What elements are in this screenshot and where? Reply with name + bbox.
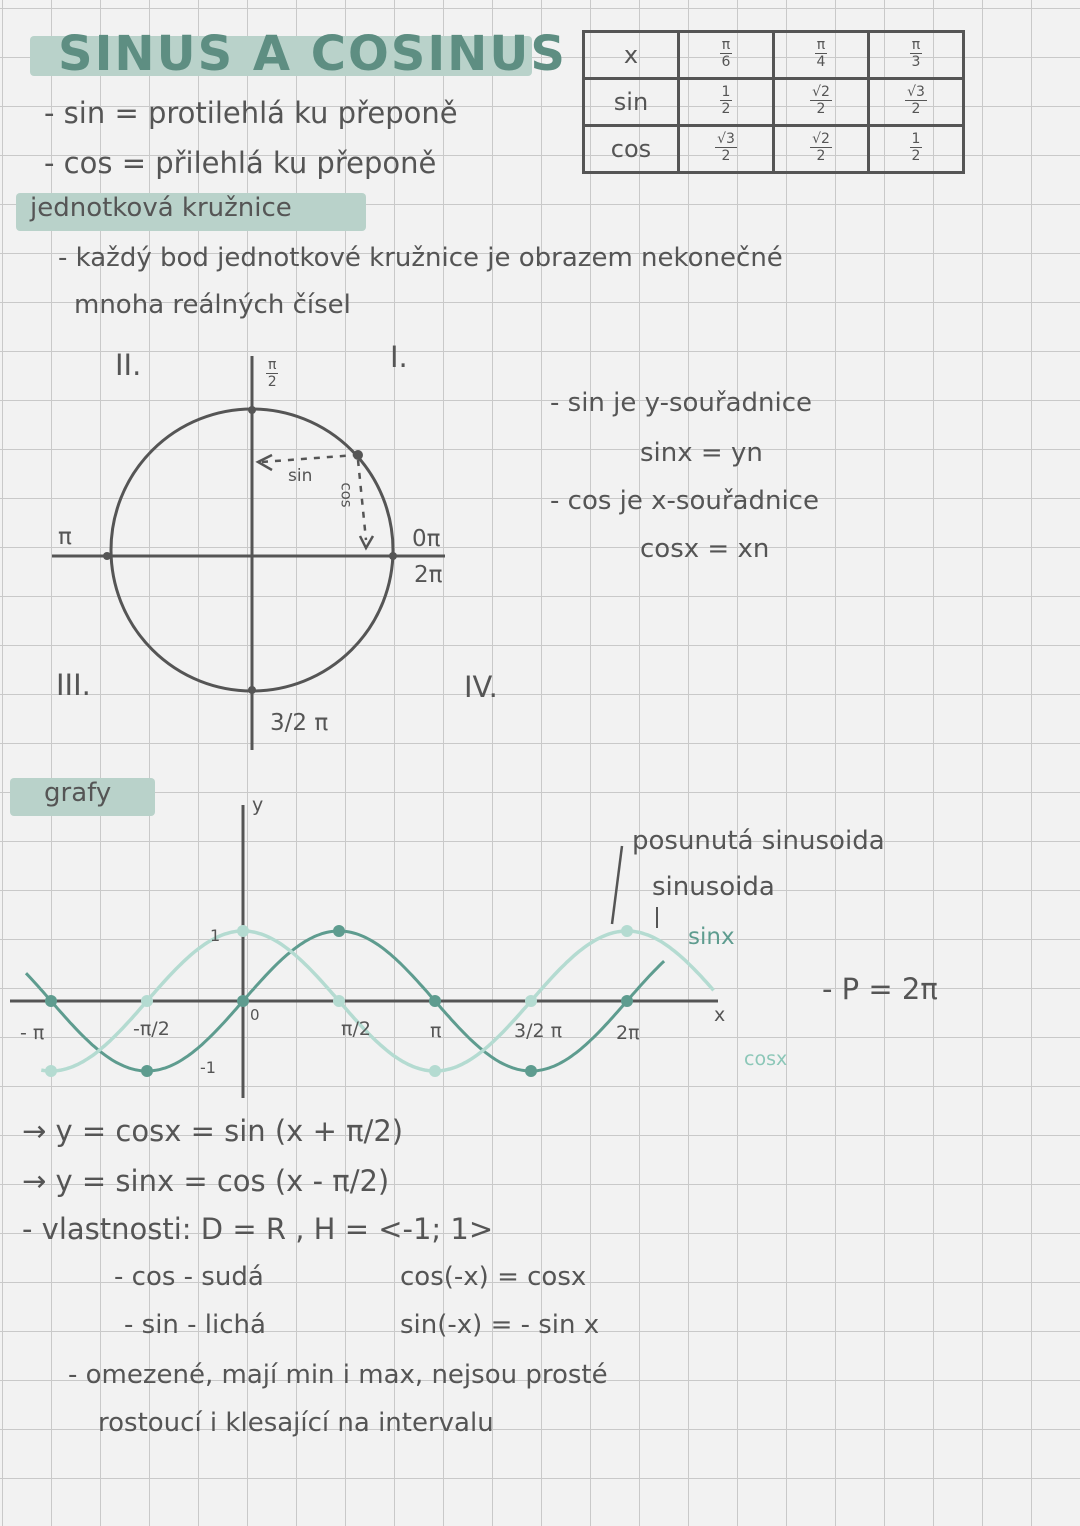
period-label: - P = 2π — [822, 972, 938, 1006]
table-cell: $\frac{√3}{2}$ — [679, 126, 774, 173]
sin-odd-rule: sin(-x) = - sin x — [400, 1310, 600, 1340]
table-cell: $\frac{1}{2}$ — [679, 79, 774, 126]
note-cos-eq: cosx = xn — [640, 534, 770, 564]
graph-tick-minus-pi: - π — [20, 1022, 45, 1044]
quadrant-3-label: III. — [56, 668, 91, 702]
table-col-pi6: $\frac{\pi}{6}$ — [679, 32, 774, 79]
legend-sinx: sinx — [688, 924, 735, 950]
cos-curve-point — [45, 1065, 57, 1077]
cos-curve-point — [525, 995, 537, 1007]
graph-tick-minus-one: -1 — [200, 1058, 216, 1077]
cos-even: - cos - sudá — [114, 1262, 264, 1292]
cos-curve-point — [237, 925, 249, 937]
circle-label-right-2: 2π — [414, 562, 443, 588]
sin-curve-point — [525, 1065, 537, 1077]
graph-tick-pi: π — [430, 1020, 442, 1042]
cos-curve-point — [621, 925, 633, 937]
sin-curve-point — [429, 995, 441, 1007]
unit-circle-text-2: mnoha reálných čísel — [74, 290, 351, 320]
circle-label-top: $\frac{\pi}{2}$ — [267, 357, 277, 390]
graph-tick-pi-half: π/2 — [341, 1018, 371, 1040]
cos-curve-point — [141, 995, 153, 1007]
unit-circle-heading: jednotková kružnice — [30, 193, 292, 223]
label-sinusoid: sinusoida — [652, 872, 775, 902]
def-cos: - cos = přilehlá ku přeponě — [44, 146, 437, 180]
quadrant-4-label: IV. — [464, 670, 498, 704]
circle-label-right-1: 0π — [412, 526, 441, 552]
eq-cos-shift: → y = cosx = sin (x + π/2) — [22, 1114, 404, 1148]
table-cell: $\frac{√3}{2}$ — [869, 79, 964, 126]
legend-cosx: cosx — [744, 1048, 788, 1070]
graph-axis-x-label: x — [714, 1004, 726, 1026]
cos-even-rule: cos(-x) = cosx — [400, 1262, 587, 1292]
sin-curve-point — [621, 995, 633, 1007]
graph-axis-y-label: y — [252, 794, 264, 816]
graph-tick-zero: 0 — [250, 1006, 260, 1024]
circle-label-bottom: 3/2 π — [270, 710, 329, 736]
properties-domain-range: - vlastnosti: D = R , H = <-1; 1> — [22, 1212, 494, 1246]
note-sin: - sin je y-souřadnice — [550, 388, 813, 418]
table-header-x: x — [584, 32, 679, 79]
circle-label-cos: cos — [337, 482, 356, 508]
sin-curve-point — [141, 1065, 153, 1077]
sin-curve-point — [333, 925, 345, 937]
graph-tick-one: 1 — [210, 926, 221, 945]
graph-tick-3pi-half: 3/2 π — [514, 1020, 563, 1042]
sin-curve-point — [237, 995, 249, 1007]
graph-tick-2pi: 2π — [616, 1022, 640, 1044]
def-sin: - sin = protilehlá ku přeponě — [44, 96, 458, 130]
unit-circle-text-1: - každý bod jednotkové kružnice je obrazem nekonečné — [58, 243, 783, 273]
note-cos: - cos je x-souřadnice — [550, 486, 819, 516]
quadrant-2-label: II. — [115, 348, 142, 382]
table-col-pi4: $\frac{\pi}{4}$ — [774, 32, 869, 79]
cos-curve-point — [333, 995, 345, 1007]
table-col-pi3: $\frac{\pi}{3}$ — [869, 32, 964, 79]
circle-label-left: π — [58, 524, 72, 550]
eq-sin-shift: → y = sinx = cos (x - π/2) — [22, 1164, 390, 1198]
table-cell: $\frac{1}{2}$ — [869, 126, 964, 173]
sin-curve-point — [45, 995, 57, 1007]
page-title: SINUS A COSINUS — [58, 26, 567, 82]
note-sin-eq: sinx = yn — [640, 438, 763, 468]
graph-tick-minus-pi-half: -π/2 — [133, 1018, 170, 1040]
property-line-2: rostoucí i klesající na intervalu — [98, 1408, 494, 1438]
table-row-cos: cos — [584, 126, 679, 173]
property-line-1: - omezené, mají min i max, nejsou prosté — [68, 1360, 608, 1390]
graphs-heading: grafy — [44, 778, 112, 808]
table-row-sin: sin — [584, 79, 679, 126]
label-shifted-sinusoid: posunutá sinusoida — [632, 826, 885, 856]
quadrant-1-label: I. — [390, 340, 408, 374]
cos-curve-point — [429, 1065, 441, 1077]
pointer-shifted — [612, 846, 622, 924]
table-cell: $\frac{√2}{2}$ — [774, 126, 869, 173]
circle-label-sin: sin — [288, 466, 313, 486]
sin-odd: - sin - lichá — [124, 1310, 266, 1340]
table-cell: $\frac{√2}{2}$ — [774, 79, 869, 126]
